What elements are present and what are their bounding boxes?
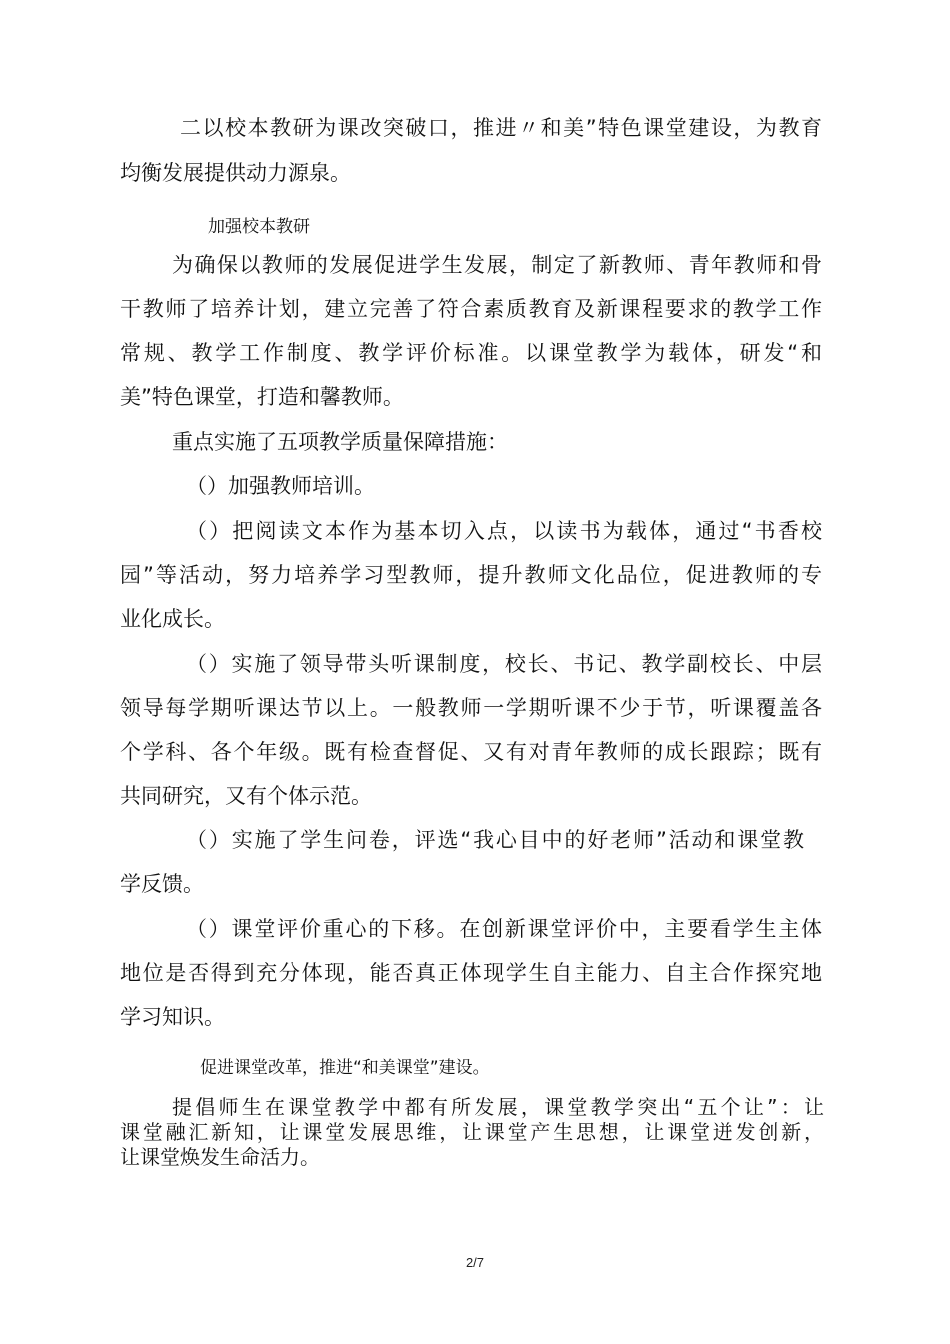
measure-4-line-2: 学反馈。 [120,872,204,896]
measure-3-line-3: 个学科、各个年级。既有检查督促、又有对青年教师的成长跟踪；既有 [120,740,822,764]
section-heading-line-2: 均衡发展提供动力源泉。 [120,161,351,185]
paragraph-1-line-1: 为确保以教师的发展促进学生发展，制定了新教师、青年教师和骨 [172,253,822,277]
paragraph-1-line-2: 干教师了培养计划，建立完善了符合素质教育及新课程要求的教学工作 [120,297,822,321]
section-heading-line-1: 二以校本教研为课改突破口，推进〃和美”特色课堂建设，为教育 [180,116,822,140]
measure-2-line-3: 业化成长。 [120,607,225,631]
measure-5-line-3: 学习知识。 [120,1005,225,1029]
paragraph-2-line-3: 让课堂焕发生命活力。 [120,1145,320,1169]
measure-3-line-4: 共同研究，又有个体示范。 [120,784,372,808]
measure-5-line-2: 地位是否得到充分体现，能否真正体现学生自主能力、自主合作探究地 [120,961,822,985]
paragraph-1-line-3: 常规、教学工作制度、教学评价标准。以课堂教学为载体，研发“和 [120,341,822,365]
measure-5-line-1: （）课堂评价重心的下移。在创新课堂评价中，主要看学生主体 [186,917,822,941]
measure-4-line-1: （）实施了学生问卷，评选“我心目中的好老师”活动和课堂教 [186,828,804,852]
page-number: 2/7 [465,1255,485,1270]
measures-intro: 重点实施了五项教学质量保障措施： [172,430,508,454]
measure-2-line-2: 园”等活动，努力培养学习型教师，提升教师文化品位，促进教师的专 [120,563,822,587]
measure-3-line-1: （）实施了领导带头听课制度，校长、书记、教学副校长、中层 [186,652,822,676]
subheading-school-research: 加强校本教研 [208,217,310,237]
paragraph-2-line-1: 提倡师生在课堂教学中都有所发展，课堂教学突出“五个让”：让 [172,1095,824,1119]
paragraph-2-line-2: 课堂融汇新知，让课堂发展思维，让课堂产生思想，让课堂迸发创新， [120,1120,824,1144]
measure-3-line-2: 领导每学期听课达节以上。一般教师一学期听课不少于节，听课覆盖各 [120,696,822,720]
measure-2-line-1: （）把阅读文本作为基本切入点，以读书为载体，通过“书香校 [186,519,822,543]
paragraph-1-line-4: 美”特色课堂，打造和馨教师。 [120,385,404,409]
measure-1-line-1: （）加强教师培训。 [186,474,375,498]
subheading-classroom-reform: 促进课堂改革，推进“和美课堂”建设。 [200,1058,490,1078]
